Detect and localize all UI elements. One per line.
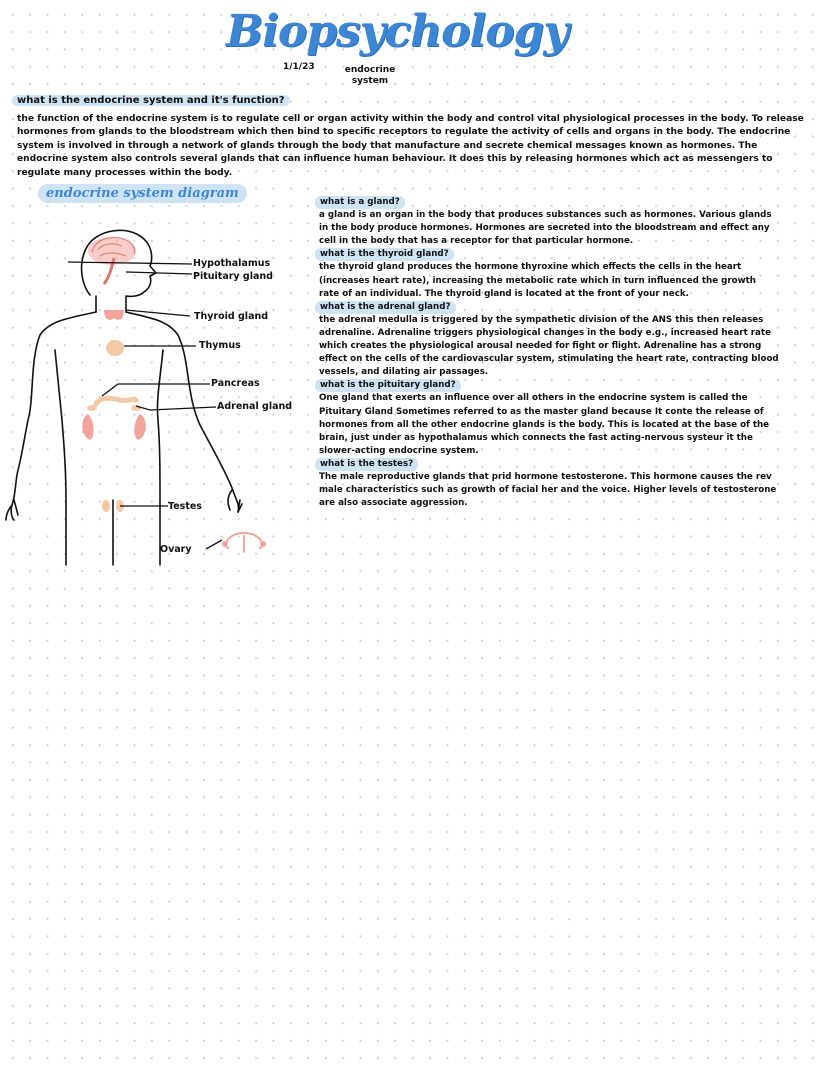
thymus-icon <box>106 340 124 356</box>
kidney-left-icon <box>82 414 93 440</box>
label-thymus: Thymus <box>199 340 241 351</box>
qa-question-text: what is the pituitary gland? <box>315 379 461 392</box>
qa-answer: One gland that exerts an influence over all others in the endocrine system is called the Pituitary Gland Sometimes referred to as the master gland because It conte the release of hormones from all the other endocrine glands is the body. This is located at the base of the brain, just under as hypothalamus which connects the fast acting-nervous systeur it the slower-acting endocrine system. <box>319 393 770 456</box>
qa-answer: the thyroid gland produces the hormone thyroxine which effects the cells in the heart (increases heart rate), increasing the metabolic rate which in turn influenced the growth rate of an individual. The thyroid gland is located at the front of your neck. <box>319 262 756 299</box>
intro-question <box>12 95 290 106</box>
qa-question <box>319 196 779 209</box>
subtitle: endocrine system <box>344 65 396 86</box>
label-adrenal: Adrenal gland <box>217 401 293 412</box>
intro-question-text: what is the endocrine system and it's function? <box>12 95 290 106</box>
qa-answer: the adrenal medulla is triggered by the sympathetic division of the ANS this then releases adrenaline. Adrenaline triggers physiological changes in the body e.g., increased heart rate which creates the physiological arousal needed for fight or flight. Adrenaline has a strong effect on the cells of the cardiovascular system, stimulating the heart rate, contracting blood vessels, and dilating air passages. <box>319 314 779 378</box>
qa-question-text: what is the testes? <box>315 458 418 471</box>
kidney-right-icon <box>134 414 145 440</box>
label-ovary: Ovary <box>160 544 192 555</box>
diagram-title: endocrine system diagram <box>38 184 247 203</box>
qa-question <box>319 301 779 314</box>
qa-question-text: what is the thyroid gland? <box>315 248 454 261</box>
thyroid-icon <box>104 310 124 320</box>
brain-icon <box>88 237 136 284</box>
qa-column <box>319 196 779 510</box>
ovary-icon <box>222 533 266 552</box>
label-pituitary: Pituitary gland <box>193 271 273 282</box>
label-thyroid: Thyroid gland <box>194 311 269 322</box>
qa-question <box>319 458 779 471</box>
testes-left-icon <box>102 500 110 512</box>
qa-question-text: what is the adrenal gland? <box>315 301 456 314</box>
qa-question <box>319 248 779 261</box>
intro-paragraph: the function of the endocrine system is to regulate cell or organ activity within the body and control vital physiological processes in the body. To release hormones from glands to the bloodstream which then bind to specific receptors to regulate the activity of cells and organs in the body. The endocrine system is involved in through a network of glands through the body that manufacture and secrete chemical messages known as hormones. The endocrine system also controls several glands that can influence human behaviour. It does this by releasing hormones which act as messengers to regulate many processes within the body. <box>17 114 804 178</box>
label-pancreas: Pancreas <box>211 378 260 389</box>
adrenal-left-icon <box>87 405 97 411</box>
qa-question <box>319 379 779 392</box>
pancreas-icon <box>96 398 136 404</box>
qa-question-text: what is a gland? <box>315 196 405 209</box>
page-title: Biopsychology <box>226 6 568 57</box>
qa-answer: a gland is an organ in the body that produces substances such as hormones. Various glands in the body produce hormones. Hormones are secreted into the bloodstream and effect any cell in the body that has a receptor for that particular hormone. <box>319 210 772 247</box>
endocrine-body-diagram <box>0 215 320 575</box>
adrenal-right-icon <box>131 405 141 411</box>
label-hypothalamus: Hypothalamus <box>193 258 271 269</box>
label-testes: Testes <box>168 501 202 512</box>
qa-answer: The male reproductive glands that prid hormone testosterone. This hormone causes the rev male characteristics such as growth of facial her and the voice. Higher levels of testosterone are also associate aggression. <box>319 471 777 509</box>
date-label: 1/1/23 <box>283 62 315 72</box>
